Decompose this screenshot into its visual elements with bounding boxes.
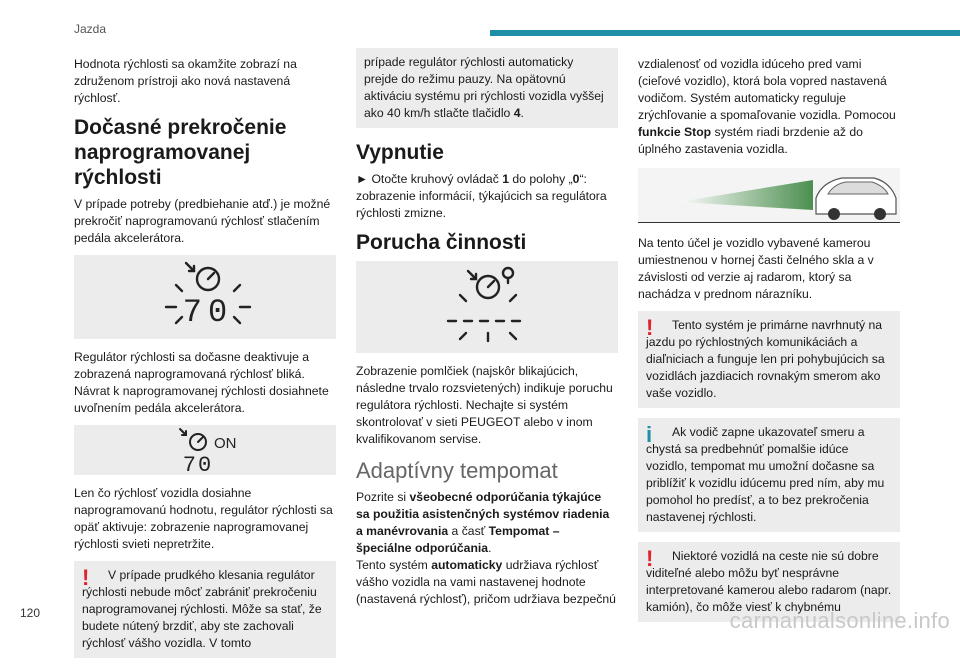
car-sensor-icon: [638, 168, 900, 222]
info-note: [638, 418, 900, 532]
warning-icon: !: [646, 315, 654, 340]
paragraph: vzdialenosť od vozidla idúceho pred vami (cieľové vozidlo), ktorá bola vopred nastavená vodičom. Systém automaticky reguluje zrýchľovanie a spomaľovanie vozidla. Pomocou funkcie Stop systém riadi brzdenie až do úplného zastavenia vozidla.: [638, 57, 896, 156]
display-status-on: ON: [214, 435, 237, 452]
paragraph: V prípade potreby (predbiehanie atď.) je možné prekročiť naprogramovanú rýchlosť stlačením pedála akcelerátora.: [74, 197, 331, 245]
speedometer-icon: [74, 255, 336, 339]
watermark: carmanualsonline.info: [729, 608, 950, 633]
warning-icon: !: [646, 546, 654, 571]
column-1: [74, 56, 336, 668]
warning-note: [638, 311, 900, 408]
speedometer-fault-icon: [356, 261, 618, 353]
fault-display-illustration: [356, 261, 618, 353]
vehicle-following-illustration: [638, 168, 900, 223]
header-section-title: Jazda: [74, 22, 107, 36]
column-2: [356, 48, 618, 616]
speed-display-illustration: [74, 255, 336, 339]
column-3: [638, 56, 900, 632]
warning-continuation-text: prípade regulátor rýchlosti automaticky prejde do režimu pauzy. Na opätovnú aktiváciu systému pri rýchlosti vozidla vyššej ako 40 km/h stlačte tlačidlo: [364, 55, 604, 120]
warning-text: V prípade prudkého klesania regulátor rýchlosti nebude môcť zabrániť prekročeniu naprogramovanej rýchlosti. Môže sa stať, že budete nútený brzdiť, aby ste zachovali rýchlosť vášho vozidla. V tomto: [82, 568, 322, 650]
heading-temporary-override: Dočasné prekročenie naprogramovanej rýchlosti: [74, 116, 287, 189]
paragraph: Na tento účel je vozidlo vybavené kamerou umiestnenou v hornej časti čelného skla a v závislosti od verzie aj radarom, ktorý sa nachádza v prednom nárazníku.: [638, 236, 874, 301]
warning-text: Tento systém je primárne navrhnutý na jazdu po rýchlostných komunikáciách a diaľniciach a funguje len pri pohybujúcich sa vozidlách jazdiacich rovnakým smerom ako vaše vozidlo.: [646, 318, 885, 400]
paragraph: ► Otočte kruhový ovládač 1 do polohy „0“: zobrazenie informácií, týkajúcich sa regulátora rýchlosti zmizne.: [356, 172, 607, 220]
paragraph: Pozrite si všeobecné odporúčania týkajúce sa použitia asistenčných systémov riadenia a manévrovania a časť Tempomat – špeciálne odporúčania. Tento systém automaticky udržiava rýchlosť vášho vozidla na vami nastavenej hodnote (nastavená rýchlosť), pričom udržiava bezpečnú: [356, 490, 616, 606]
paragraph: Len čo rýchlosť vozidla dosiahne naprogramovanú hodnotu, regulátor rýchlosti sa opäť aktivuje: zobrazenie naprogramovanej rýchlosti svieti nepretržite.: [74, 486, 333, 551]
header-accent-bar: [490, 30, 960, 36]
paragraph: Regulátor rýchlosti sa dočasne deaktivuje a zobrazená naprogramovaná rýchlosť bliká. Návrat k naprogramovanej rýchlosti dosiahnete uvoľnením pedála akcelerátora.: [74, 350, 329, 415]
paragraph: Hodnota rýchlosti sa okamžite zobrazí na združenom prístroji ako nová nastavená rýchlosť.: [74, 57, 297, 105]
paragraph: Zobrazenie pomlčiek (najskôr blikajúcich, následne trvalo rozsvietených) indikuje poruchu regulátora rýchlosti. Nechajte si systém skontrolovať v sieti PEUGEOT alebo v inom kvalifikovanom servise.: [356, 364, 613, 446]
display-speed-value: 70: [182, 294, 234, 331]
speedometer-on-icon: [74, 425, 336, 475]
warning-icon: !: [82, 565, 90, 590]
heading-switch-off: Vypnutie: [356, 141, 444, 164]
warning-note: [74, 561, 336, 658]
warning-continuation: prípade regulátor rýchlosti automaticky prejde do režimu pauzy. Na opätovnú aktiváciu systému pri rýchlosti vozidla vyššej ako 40 km/h stlačte tlačidlo 4.: [356, 48, 618, 128]
heading-adaptive-cruise: Adaptívny tempomat: [356, 458, 558, 483]
display-speed-value: 70: [182, 453, 214, 475]
info-icon: i: [646, 422, 653, 447]
info-text: Ak vodič zapne ukazovateľ smeru a chystá sa predbehnúť pomalšie idúce vozidlo, tempomat mu umožní dočasne sa priblížiť k vozidlu idúcemu pred ním, aby mu pomohol ho predísť, a to bez prekročenia nastavenej rýchlosti.: [646, 425, 885, 524]
warning-text: Niektoré vozidlá na ceste nie sú dobre viditeľné alebo môžu byť nesprávne interpretované kamerou alebo radarom (napr. kamión), čo môže viesť k chybnému: [646, 549, 892, 614]
button-number: 4: [513, 106, 521, 120]
speed-on-illustration: [74, 425, 336, 475]
heading-malfunction: Porucha činnosti: [356, 231, 527, 254]
page-number: 120: [20, 606, 41, 620]
